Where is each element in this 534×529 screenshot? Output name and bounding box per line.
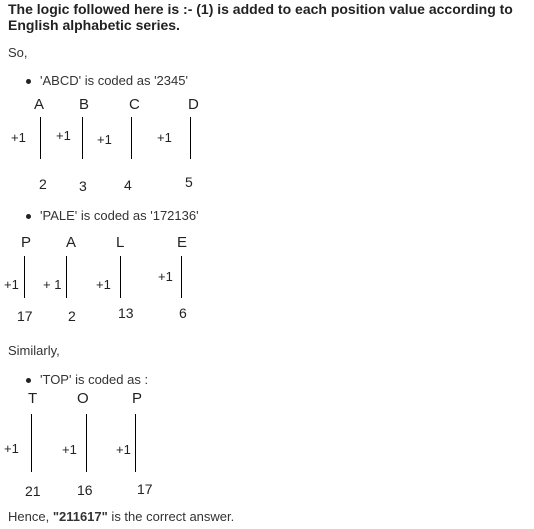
vertical-line [82,117,83,159]
bullet-pale: 'PALE' is coded as '172136' [40,208,199,223]
letter: E [177,234,188,251]
vertical-line [120,256,121,298]
so-label: So, [8,45,28,60]
answer-line [8,509,234,524]
code-number: 13 [118,305,134,321]
plus-one: +1 [4,277,19,292]
plus-one: +1 [56,128,71,143]
plus-one: +1 [62,442,77,457]
logic-heading: The logic followed here is :- (1) is added to each position value according to English alphabetic series. [8,1,513,33]
code-number: 4 [124,177,132,193]
code-number: 2 [68,308,76,324]
code-number: 17 [17,308,33,324]
answer-prefix: Hence, [8,509,53,524]
code-number: 5 [185,174,193,190]
answer-suffix: is the correct answer. [107,509,235,524]
code-number: 6 [179,305,187,321]
letter: A [34,96,45,113]
letter: T [28,390,38,407]
letter: O [77,390,89,407]
code-number: 21 [25,483,41,499]
vertical-line [66,256,67,298]
vertical-line [131,117,132,159]
plus-one: +1 [158,269,173,284]
answer-value: "211617" [52,509,108,524]
vertical-line [181,256,182,298]
code-number: 17 [137,481,153,497]
vertical-line [24,256,25,298]
letter: A [66,234,77,251]
plus-one: +1 [4,441,19,456]
letter: P [21,234,32,251]
similarly-label: Similarly, [8,343,60,358]
plus-one: + 1 [43,277,62,292]
plus-one: +1 [96,277,111,292]
vertical-line [135,414,136,472]
plus-one: +1 [157,130,172,145]
bullet-top: 'TOP' is coded as : [40,372,149,387]
vertical-line [31,414,32,472]
plus-one: +1 [116,442,131,457]
bullet-abcd: 'ABCD' is coded as '2345' [40,73,188,88]
letter: L [116,234,125,251]
plus-one: +1 [11,130,26,145]
letter: P [132,390,143,407]
vertical-line [190,117,191,159]
letter: B [79,96,90,113]
plus-one: +1 [97,132,112,147]
letter: D [188,96,199,113]
vertical-line [40,117,41,159]
vertical-line [86,414,87,472]
code-number: 2 [39,176,47,192]
code-number: 3 [79,178,87,194]
letter: C [129,96,140,113]
code-number: 16 [77,482,93,498]
